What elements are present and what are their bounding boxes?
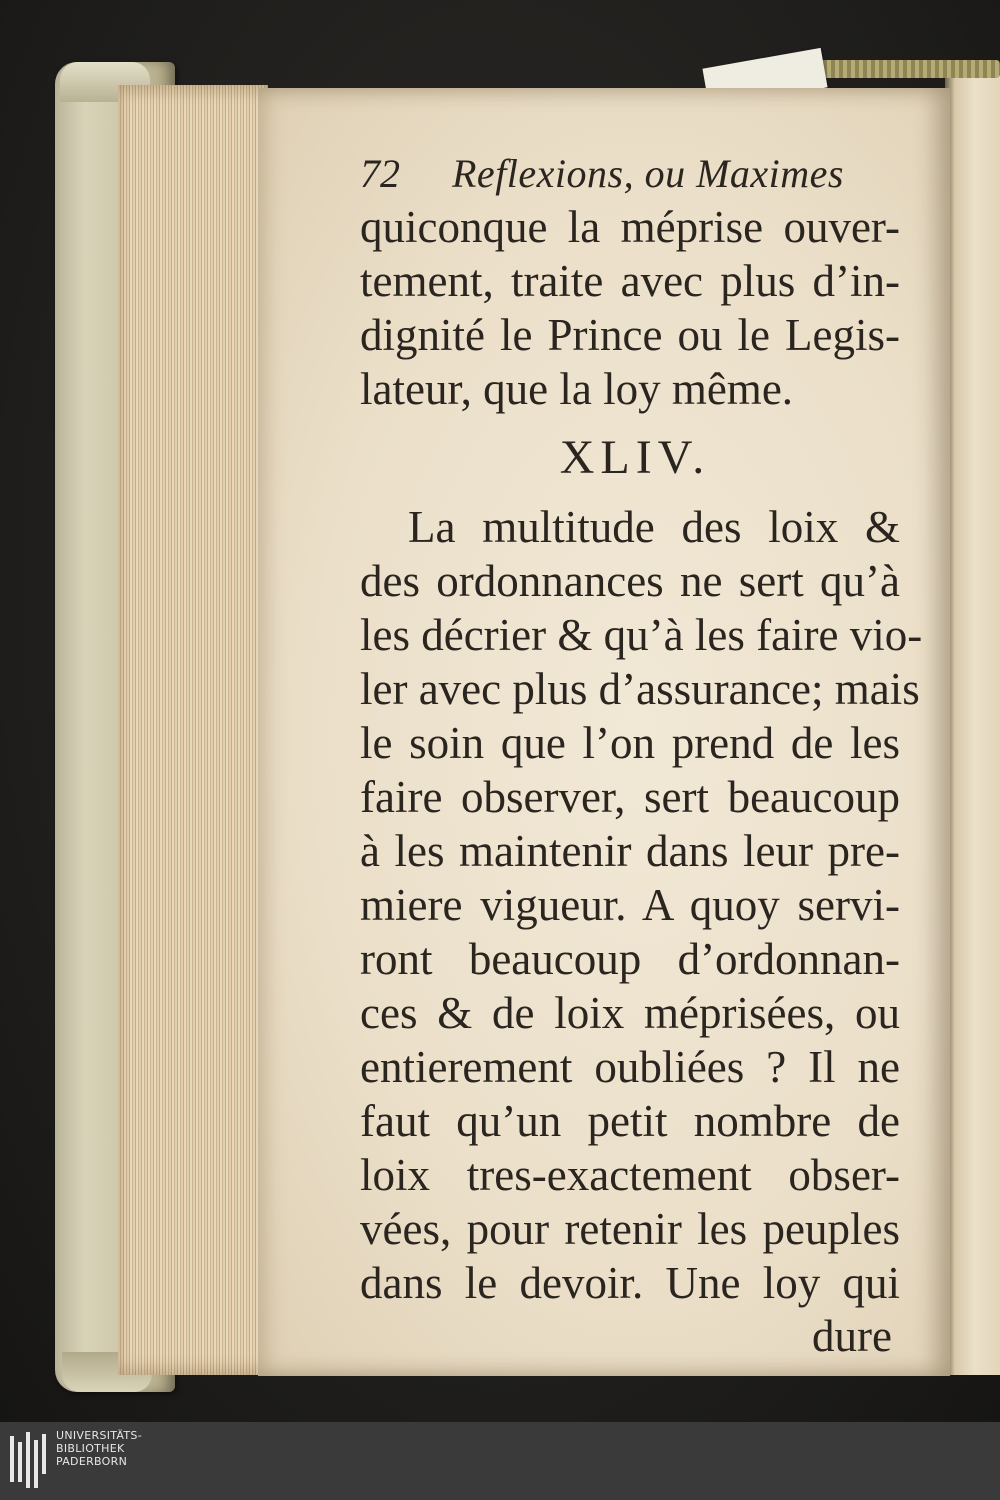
- library-name: [56, 1429, 142, 1468]
- ribbon-bookmark: [815, 60, 1000, 78]
- text-line: vées, pour retenir les peuples: [360, 1204, 900, 1254]
- text-line: quiconque la méprise ouver-: [360, 202, 900, 252]
- library-footer: [0, 1422, 1000, 1500]
- facing-page: [945, 75, 1000, 1375]
- page-edges: [118, 85, 268, 1375]
- text-line: faut qu’un petit nombre de: [360, 1096, 900, 1146]
- text-line: loix tres-exactement obser-: [360, 1150, 900, 1200]
- text-line: dans le devoir. Une loy qui: [360, 1258, 900, 1308]
- running-head-title: Reflexions, ou Maximes: [452, 151, 844, 196]
- catchword: dure: [812, 1311, 892, 1361]
- text-line: le soin que l’on prend de les: [360, 718, 900, 768]
- text-line: dignité le Prince ou le Legis-: [360, 310, 900, 360]
- library-name-line: BIBLIOTHEK: [56, 1442, 125, 1455]
- running-head: [360, 148, 900, 200]
- page-number: 72: [360, 151, 400, 196]
- text-line: ront beaucoup d’ordonnan-: [360, 934, 900, 984]
- text-line: miere vigueur. A quoy servi-: [360, 880, 900, 930]
- text-line: des ordonnances ne sert qu’à: [360, 556, 900, 606]
- library-logo-icon: [8, 1430, 58, 1492]
- text-line: lateur, que la loy même.: [360, 364, 794, 414]
- text-line: entierement oubliées ? Il ne: [360, 1042, 900, 1092]
- text-line: à les maintenir dans leur pre-: [360, 826, 900, 876]
- text-line: tement, traite avec plus d’in-: [360, 256, 900, 306]
- library-name-line: PADERBORN: [56, 1455, 128, 1468]
- text-line: ces & de loix méprisées, ou: [360, 988, 900, 1038]
- section-heading: XLIV.: [559, 431, 711, 484]
- text-line: faire observer, sert beaucoup: [360, 772, 900, 822]
- text-line: ler avec plus d’assurance; mais: [360, 664, 920, 714]
- library-name-line: UNIVERSITÄTS-: [56, 1429, 142, 1442]
- page-text-block: [360, 148, 923, 1362]
- text-line: La multitude des loix &: [408, 502, 900, 552]
- text-line: les décrier & qu’à les faire vio-: [360, 610, 923, 660]
